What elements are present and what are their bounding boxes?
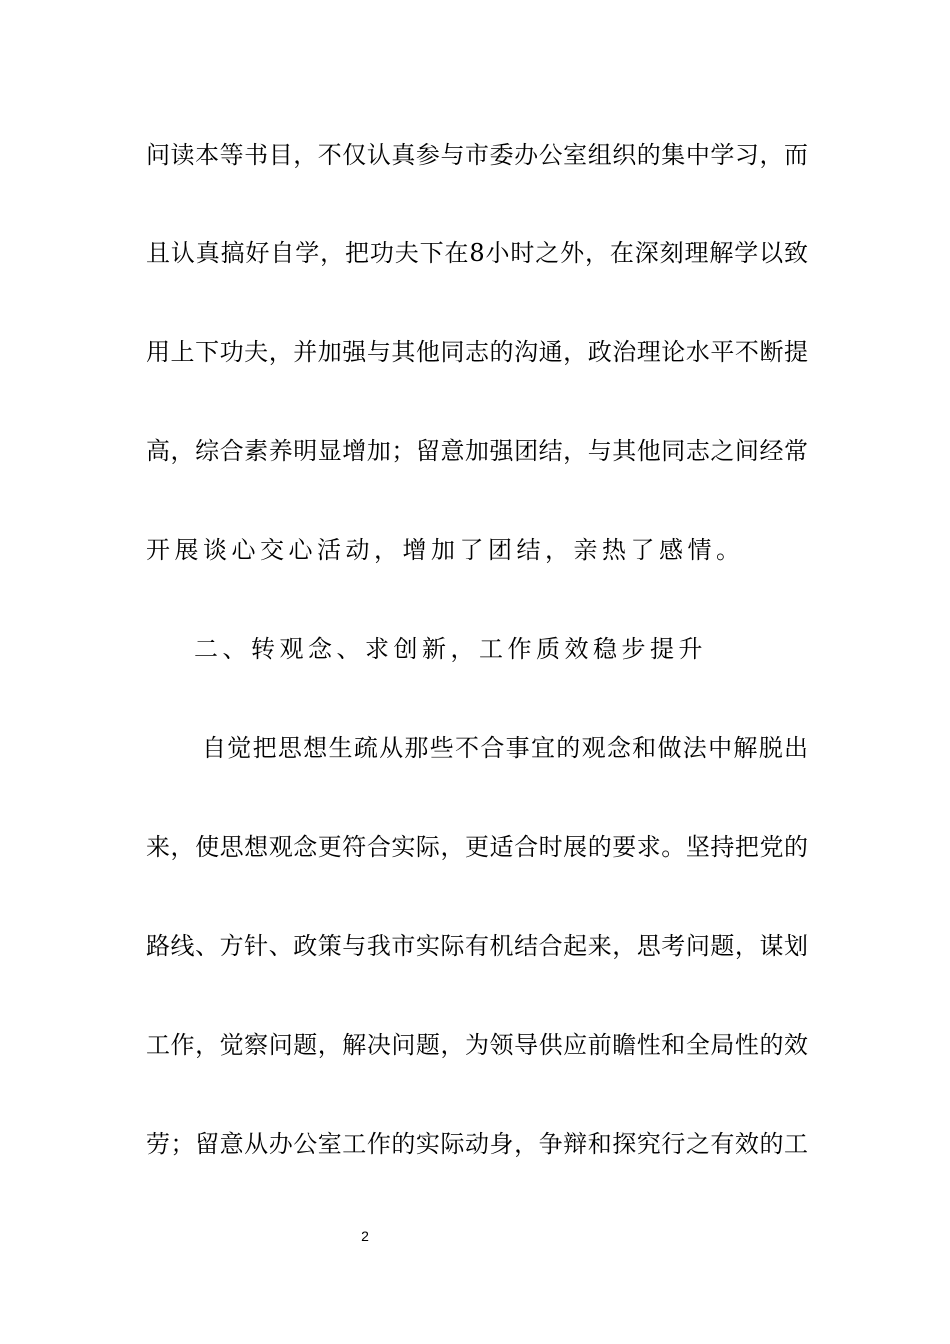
text-line: 自觉把思想生疏从那些不合事宜的观念和做法中解脱出	[202, 734, 808, 762]
section-heading: 二、转观念、求创新，工作质效稳步提升	[194, 635, 707, 663]
text-line: 来，使思想观念更符合实际，更适合时展的要求。坚持把党的	[146, 833, 808, 861]
text-line: 开展谈心交心活动，增加了团结，亲热了感情。	[146, 536, 745, 564]
text-line: 工作，觉察问题，解决问题，为领导供应前瞻性和全局性的效	[146, 1031, 808, 1059]
text-line: 且认真搞好自学，把功夫下在8小时之外，在深刻理解学以致	[146, 239, 808, 267]
text-line: 用上下功夫，并加强与其他同志的沟通，政治理论水平不断提	[146, 338, 808, 366]
text-line: 劳；留意从办公室工作的实际动身，争辩和探究行之有效的工	[146, 1130, 808, 1158]
page-number: 2	[361, 1228, 369, 1244]
text-line: 高，综合素养明显增加；留意加强团结，与其他同志之间经常	[146, 437, 808, 465]
text-line: 路线、方针、政策与我市实际有机结合起来，思考问题，谋划	[146, 932, 808, 960]
text-line: 问读本等书目，不仅认真参与市委办公室组织的集中学习，而	[146, 141, 808, 169]
